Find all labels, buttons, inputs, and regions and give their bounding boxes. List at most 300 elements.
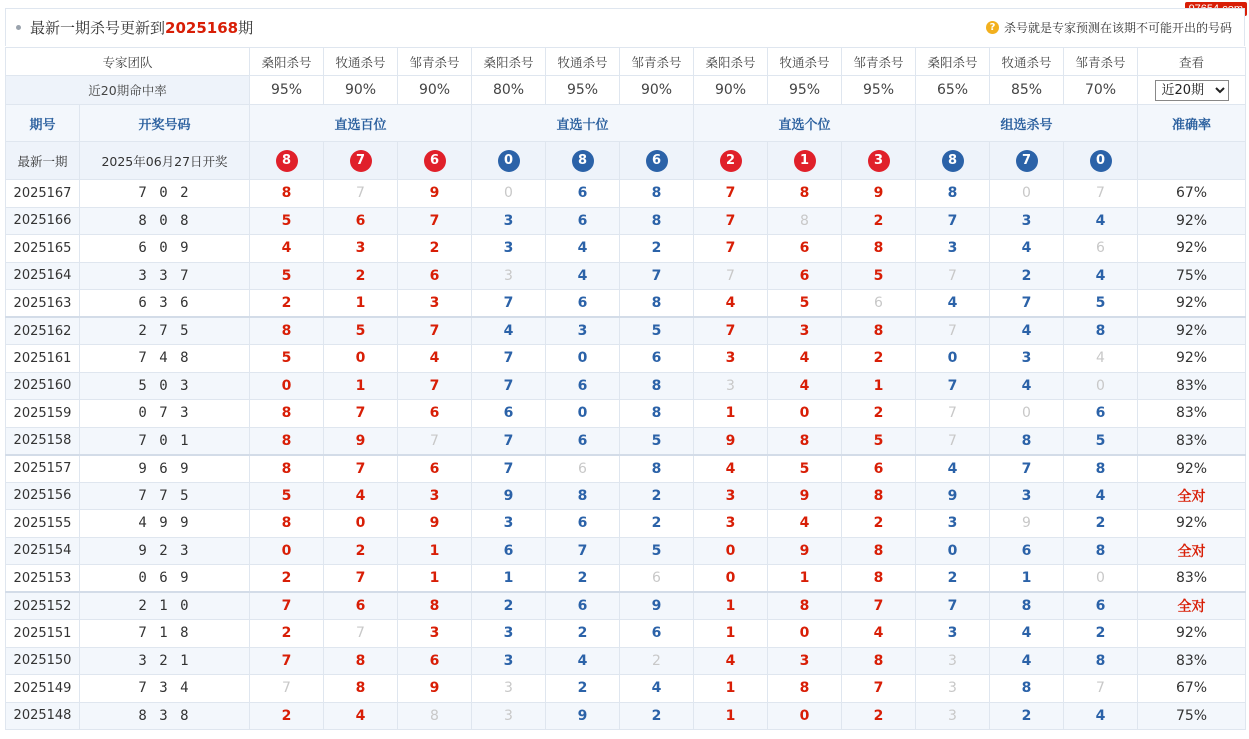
- kill-number-cell: 2: [620, 235, 694, 263]
- table-row: [6, 702, 1246, 730]
- accuracy-cell: 92%: [1138, 207, 1246, 235]
- kill-number-cell: 6: [1064, 400, 1138, 428]
- kill-number-cell: 4: [916, 455, 990, 483]
- kill-number-cell: 7: [990, 455, 1064, 483]
- group-header-group: 组选杀号: [916, 105, 1138, 142]
- kill-number-cell: 3: [694, 482, 768, 510]
- latest-accuracy: [1138, 142, 1246, 180]
- ball-cell: [842, 142, 916, 180]
- kill-number-cell: 9: [472, 482, 546, 510]
- kill-number-cell: 7: [324, 565, 398, 593]
- accuracy-cell: 92%: [1138, 345, 1246, 373]
- kill-number-cell: 8: [250, 427, 324, 455]
- issue-cell: 2025154: [6, 537, 80, 565]
- expert-name: 邹青杀号: [842, 48, 916, 76]
- hit-rate: 90%: [694, 76, 768, 105]
- question-icon: ?: [986, 21, 999, 34]
- kill-number-cell: 7: [324, 400, 398, 428]
- kill-ball: 8: [276, 150, 298, 172]
- kill-number-cell: 6: [472, 400, 546, 428]
- kill-number-cell: 4: [694, 647, 768, 675]
- issue-cell: 2025149: [6, 675, 80, 703]
- kill-number-cell: 8: [842, 317, 916, 345]
- kill-number-cell: 7: [916, 207, 990, 235]
- kill-number-cell: 4: [694, 290, 768, 318]
- ball-cell: [916, 142, 990, 180]
- kill-number-cell: 0: [768, 400, 842, 428]
- kill-number-cell: 5: [842, 262, 916, 290]
- kill-number-cell: 3: [546, 317, 620, 345]
- kill-number-cell: 4: [916, 290, 990, 318]
- issue-cell: 2025157: [6, 455, 80, 483]
- kill-number-cell: 4: [768, 372, 842, 400]
- kill-number-cell: 8: [620, 400, 694, 428]
- kill-number-cell: 7: [916, 427, 990, 455]
- kill-number-cell: 3: [768, 647, 842, 675]
- issue-cell: 2025153: [6, 565, 80, 593]
- hit-rate: 95%: [250, 76, 324, 105]
- group-header-tens: 直选十位: [472, 105, 694, 142]
- expert-header-row: [6, 48, 1246, 76]
- kill-number-cell: 8: [842, 235, 916, 263]
- kill-number-cell: 3: [916, 675, 990, 703]
- kill-number-cell: 8: [990, 427, 1064, 455]
- kill-number-cell: 9: [324, 427, 398, 455]
- accuracy-cell: 92%: [1138, 235, 1246, 263]
- kill-number-cell: 7: [398, 317, 472, 345]
- ball-cell: [472, 142, 546, 180]
- kill-number-cell: 8: [768, 675, 842, 703]
- kill-number-cell: 7: [250, 647, 324, 675]
- kill-number-cell: 7: [324, 455, 398, 483]
- kill-number-cell: 6: [398, 455, 472, 483]
- hit-rate: 95%: [546, 76, 620, 105]
- range-cell: [1138, 76, 1246, 105]
- kill-number-cell: 9: [768, 482, 842, 510]
- kill-hint: [986, 19, 1232, 36]
- kill-number-cell: 7: [250, 675, 324, 703]
- kill-number-cell: 7: [694, 262, 768, 290]
- kill-number-cell: 7: [398, 372, 472, 400]
- kill-number-cell: 0: [1064, 372, 1138, 400]
- expert-name: 邹青杀号: [620, 48, 694, 76]
- kill-number-cell: 1: [694, 702, 768, 730]
- issue-cell: 2025167: [6, 180, 80, 208]
- kill-number-cell: 5: [842, 427, 916, 455]
- kill-number-cell: 1: [472, 565, 546, 593]
- issue-header: 期号: [6, 105, 80, 142]
- kill-number-cell: 7: [472, 290, 546, 318]
- draw-cell: 8 0 8: [80, 207, 250, 235]
- kill-number-cell: 5: [620, 317, 694, 345]
- kill-number-cell: 8: [250, 510, 324, 538]
- kill-hint-text: 杀号就是专家预测在该期不可能开出的号码: [1003, 21, 1232, 35]
- kill-number-cell: 8: [250, 180, 324, 208]
- kill-number-cell: 8: [768, 592, 842, 620]
- kill-number-cell: 0: [250, 372, 324, 400]
- range-select[interactable]: [1155, 80, 1229, 101]
- hit-rate: 85%: [990, 76, 1064, 105]
- issue-cell: 2025156: [6, 482, 80, 510]
- kill-number-cell: 9: [768, 537, 842, 565]
- draw-cell: 5 0 3: [80, 372, 250, 400]
- kill-number-cell: 5: [768, 455, 842, 483]
- kill-number-cell: 8: [398, 702, 472, 730]
- issue-cell: 2025165: [6, 235, 80, 263]
- accuracy-cell: 92%: [1138, 620, 1246, 648]
- expert-name: 邹青杀号: [1064, 48, 1138, 76]
- kill-number-cell: 8: [250, 317, 324, 345]
- kill-number-cell: 8: [620, 372, 694, 400]
- accuracy-header: 准确率: [1138, 105, 1246, 142]
- issue-cell: 2025159: [6, 400, 80, 428]
- kill-number-cell: 2: [842, 702, 916, 730]
- kill-number-cell: 7: [842, 592, 916, 620]
- expert-name: 牧通杀号: [768, 48, 842, 76]
- kill-number-cell: 7: [472, 427, 546, 455]
- accuracy-cell: 83%: [1138, 565, 1246, 593]
- kill-number-cell: 7: [694, 180, 768, 208]
- kill-number-cell: 2: [250, 565, 324, 593]
- kill-number-cell: 6: [620, 565, 694, 593]
- team-label: 专家团队: [6, 48, 250, 76]
- kill-number-cell: 7: [916, 317, 990, 345]
- ball-cell: [694, 142, 768, 180]
- kill-number-cell: 6: [546, 207, 620, 235]
- kill-number-cell: 4: [1064, 482, 1138, 510]
- table-row: [6, 345, 1246, 373]
- kill-number-cell: 7: [916, 372, 990, 400]
- kill-number-cell: 4: [990, 235, 1064, 263]
- update-period: 2025168: [165, 18, 239, 37]
- group-header-units: 直选个位: [694, 105, 916, 142]
- kill-number-cell: 0: [768, 702, 842, 730]
- expert-name: 桑阳杀号: [694, 48, 768, 76]
- kill-number-cell: 9: [916, 482, 990, 510]
- kill-number-cell: 6: [546, 427, 620, 455]
- kill-number-cell: 8: [768, 207, 842, 235]
- kill-number-cell: 4: [546, 235, 620, 263]
- kill-number-cell: 3: [916, 510, 990, 538]
- issue-cell: 2025166: [6, 207, 80, 235]
- kill-number-cell: 7: [842, 675, 916, 703]
- draw-cell: 7 3 4: [80, 675, 250, 703]
- kill-number-cell: 3: [916, 702, 990, 730]
- kill-ball: 8: [942, 150, 964, 172]
- kill-number-cell: 3: [990, 207, 1064, 235]
- kill-number-cell: 9: [842, 180, 916, 208]
- kill-number-cell: 2: [620, 702, 694, 730]
- kill-number-cell: 5: [324, 317, 398, 345]
- kill-number-cell: 0: [990, 400, 1064, 428]
- issue-cell: 2025160: [6, 372, 80, 400]
- kill-number-cell: 3: [472, 235, 546, 263]
- kill-number-cell: 8: [324, 675, 398, 703]
- accuracy-cell: 75%: [1138, 702, 1246, 730]
- kill-number-cell: 6: [990, 537, 1064, 565]
- hit-rate-row: [6, 76, 1246, 105]
- table-row: [6, 565, 1246, 593]
- kill-number-cell: 6: [620, 345, 694, 373]
- accuracy-cell: 83%: [1138, 372, 1246, 400]
- kill-number-cell: 0: [1064, 565, 1138, 593]
- kill-number-cell: 1: [842, 372, 916, 400]
- kill-number-cell: 7: [916, 262, 990, 290]
- kill-number-cell: 3: [916, 620, 990, 648]
- expert-name: 桑阳杀号: [472, 48, 546, 76]
- kill-number-cell: 1: [694, 592, 768, 620]
- kill-number-cell: 8: [842, 565, 916, 593]
- ball-cell: [250, 142, 324, 180]
- update-prefix: 最新一期杀号更新到: [30, 19, 166, 37]
- draw-header: 开奖号码: [80, 105, 250, 142]
- kill-number-cell: 7: [1064, 180, 1138, 208]
- hit-rate-label: 近20期命中率: [6, 76, 250, 105]
- draw-cell: 2 1 0: [80, 592, 250, 620]
- kill-number-cell: 3: [472, 510, 546, 538]
- kill-number-cell: 6: [546, 372, 620, 400]
- kill-number-cell: 6: [398, 262, 472, 290]
- kill-number-cell: 7: [694, 317, 768, 345]
- draw-cell: 7 0 1: [80, 427, 250, 455]
- issue-cell: 2025162: [6, 317, 80, 345]
- latest-date: 2025年06月27日开奖: [80, 142, 250, 180]
- draw-cell: 0 7 3: [80, 400, 250, 428]
- table-row: [6, 207, 1246, 235]
- kill-number-cell: 5: [250, 345, 324, 373]
- table-row: [6, 675, 1246, 703]
- table-row: [6, 317, 1246, 345]
- update-suffix: 期: [238, 19, 254, 37]
- table-row: [6, 235, 1246, 263]
- kill-number-cell: 4: [324, 482, 398, 510]
- kill-number-cell: 3: [694, 372, 768, 400]
- draw-cell: 4 9 9: [80, 510, 250, 538]
- table-row: [6, 400, 1246, 428]
- hit-rate: 70%: [1064, 76, 1138, 105]
- kill-ball: 7: [350, 150, 372, 172]
- ball-cell: [620, 142, 694, 180]
- kill-number-cell: 4: [324, 702, 398, 730]
- kill-number-cell: 8: [1064, 455, 1138, 483]
- kill-number-cell: 3: [472, 207, 546, 235]
- table-row: [6, 592, 1246, 620]
- kill-number-cell: 4: [546, 647, 620, 675]
- kill-number-cell: 3: [694, 510, 768, 538]
- accuracy-cell: 67%: [1138, 675, 1246, 703]
- kill-number-cell: 7: [916, 592, 990, 620]
- kill-number-cell: 8: [842, 647, 916, 675]
- table-row: [6, 482, 1246, 510]
- kill-ball: 6: [424, 150, 446, 172]
- kill-number-cell: 6: [398, 647, 472, 675]
- kill-ball: 7: [1016, 150, 1038, 172]
- kill-number-cell: 5: [250, 262, 324, 290]
- kill-number-cell: 8: [990, 592, 1064, 620]
- kill-number-cell: 1: [398, 537, 472, 565]
- accuracy-cell: 83%: [1138, 647, 1246, 675]
- kill-number-cell: 7: [1064, 675, 1138, 703]
- kill-number-cell: 6: [1064, 592, 1138, 620]
- kill-number-cell: 8: [842, 482, 916, 510]
- accuracy-cell: 75%: [1138, 262, 1246, 290]
- draw-cell: 7 1 8: [80, 620, 250, 648]
- kill-number-cell: 1: [694, 675, 768, 703]
- kill-number-cell: 3: [472, 702, 546, 730]
- accuracy-cell: 83%: [1138, 427, 1246, 455]
- kill-number-cell: 6: [324, 592, 398, 620]
- kill-number-cell: 2: [546, 565, 620, 593]
- kill-number-cell: 7: [398, 427, 472, 455]
- kill-number-cell: 4: [842, 620, 916, 648]
- kill-number-cell: 4: [694, 455, 768, 483]
- draw-cell: 7 4 8: [80, 345, 250, 373]
- issue-cell: 2025158: [6, 427, 80, 455]
- kill-number-cell: 0: [694, 565, 768, 593]
- draw-cell: 9 6 9: [80, 455, 250, 483]
- kill-number-cell: 6: [546, 290, 620, 318]
- kill-number-cell: 6: [768, 262, 842, 290]
- kill-number-cell: 4: [620, 675, 694, 703]
- kill-number-cell: 4: [768, 510, 842, 538]
- kill-number-cell: 7: [472, 345, 546, 373]
- kill-number-cell: 8: [324, 647, 398, 675]
- kill-number-cell: 0: [324, 510, 398, 538]
- kill-number-cell: 7: [324, 620, 398, 648]
- kill-number-cell: 6: [546, 510, 620, 538]
- kill-number-cell: 6: [324, 207, 398, 235]
- kill-number-cell: 0: [472, 180, 546, 208]
- ball-cell: [990, 142, 1064, 180]
- kill-number-cell: 5: [768, 290, 842, 318]
- kill-number-cell: 8: [842, 537, 916, 565]
- kill-number-cell: 8: [398, 592, 472, 620]
- kill-ball: 0: [498, 150, 520, 172]
- draw-cell: 2 7 5: [80, 317, 250, 345]
- update-bar: [5, 8, 1245, 46]
- latest-row: [6, 142, 1246, 180]
- kill-number-cell: 5: [1064, 290, 1138, 318]
- kill-number-cell: 9: [398, 675, 472, 703]
- kill-number-cell: 9: [398, 510, 472, 538]
- kill-number-cell: 3: [472, 620, 546, 648]
- kill-number-cell: 3: [472, 647, 546, 675]
- issue-cell: 2025152: [6, 592, 80, 620]
- hit-rate: 65%: [916, 76, 990, 105]
- draw-cell: 0 6 9: [80, 565, 250, 593]
- kill-number-cell: 7: [398, 207, 472, 235]
- issue-cell: 2025161: [6, 345, 80, 373]
- kill-number-cell: 0: [694, 537, 768, 565]
- accuracy-cell: 92%: [1138, 317, 1246, 345]
- kill-number-cell: 8: [990, 675, 1064, 703]
- table-row: [6, 290, 1246, 318]
- kill-number-cell: 4: [250, 235, 324, 263]
- table-row: [6, 510, 1246, 538]
- kill-number-cell: 7: [324, 180, 398, 208]
- kill-number-cell: 2: [250, 620, 324, 648]
- kill-number-cell: 4: [1064, 207, 1138, 235]
- kill-number-cell: 8: [250, 455, 324, 483]
- kill-number-cell: 0: [546, 345, 620, 373]
- kill-number-cell: 8: [620, 455, 694, 483]
- accuracy-cell: 全对: [1138, 592, 1246, 620]
- kill-number-cell: 8: [620, 290, 694, 318]
- kill-number-cell: 5: [250, 207, 324, 235]
- kill-number-cell: 4: [398, 345, 472, 373]
- kill-number-cell: 8: [620, 180, 694, 208]
- hit-rate: 80%: [472, 76, 546, 105]
- table-row: [6, 372, 1246, 400]
- kill-number-cell: 8: [1064, 537, 1138, 565]
- kill-number-cell: 3: [990, 345, 1064, 373]
- accuracy-cell: 全对: [1138, 537, 1246, 565]
- accuracy-cell: 83%: [1138, 400, 1246, 428]
- kill-number-cell: 6: [768, 235, 842, 263]
- draw-cell: 7 0 2: [80, 180, 250, 208]
- kill-number-cell: 3: [472, 675, 546, 703]
- kill-number-cell: 8: [250, 400, 324, 428]
- draw-cell: 3 3 7: [80, 262, 250, 290]
- kill-number-cell: 0: [916, 537, 990, 565]
- kill-number-cell: 2: [250, 290, 324, 318]
- kill-number-cell: 5: [620, 427, 694, 455]
- kill-number-cell: 4: [546, 262, 620, 290]
- table-row: [6, 455, 1246, 483]
- kill-number-cell: 2: [990, 702, 1064, 730]
- kill-number-cell: 3: [324, 235, 398, 263]
- kill-number-cell: 1: [324, 372, 398, 400]
- kill-number-cell: 3: [694, 345, 768, 373]
- kill-number-cell: 9: [694, 427, 768, 455]
- kill-number-cell: 4: [768, 345, 842, 373]
- expert-name: 牧通杀号: [324, 48, 398, 76]
- kill-number-cell: 2: [1064, 510, 1138, 538]
- kill-number-cell: 0: [990, 180, 1064, 208]
- kill-number-cell: 3: [398, 290, 472, 318]
- kill-number-cell: 4: [990, 647, 1064, 675]
- kill-number-cell: 2: [398, 235, 472, 263]
- kill-number-cell: 2: [842, 345, 916, 373]
- table-row: [6, 180, 1246, 208]
- latest-label: 最新一期: [6, 142, 80, 180]
- kill-number-cell: 5: [250, 482, 324, 510]
- accuracy-cell: 全对: [1138, 482, 1246, 510]
- kill-number-cell: 2: [842, 510, 916, 538]
- kill-number-cell: 7: [694, 235, 768, 263]
- kill-number-cell: 7: [620, 262, 694, 290]
- hit-rate: 90%: [398, 76, 472, 105]
- kill-number-cell: 2: [324, 537, 398, 565]
- kill-number-cell: 8: [1064, 317, 1138, 345]
- table-row: [6, 647, 1246, 675]
- issue-cell: 2025155: [6, 510, 80, 538]
- kill-ball: 0: [1090, 150, 1112, 172]
- accuracy-cell: 92%: [1138, 455, 1246, 483]
- group-header-hundreds: 直选百位: [250, 105, 472, 142]
- kill-ball: 1: [794, 150, 816, 172]
- kill-number-cell: 3: [768, 317, 842, 345]
- kill-number-cell: 6: [546, 180, 620, 208]
- kill-number-cell: 2: [472, 592, 546, 620]
- kill-number-cell: 4: [472, 317, 546, 345]
- kill-number-cell: 3: [916, 235, 990, 263]
- kill-number-cell: 7: [694, 207, 768, 235]
- kill-number-cell: 2: [620, 510, 694, 538]
- expert-name: 邹青杀号: [398, 48, 472, 76]
- kill-number-cell: 4: [990, 372, 1064, 400]
- ball-cell: [1064, 142, 1138, 180]
